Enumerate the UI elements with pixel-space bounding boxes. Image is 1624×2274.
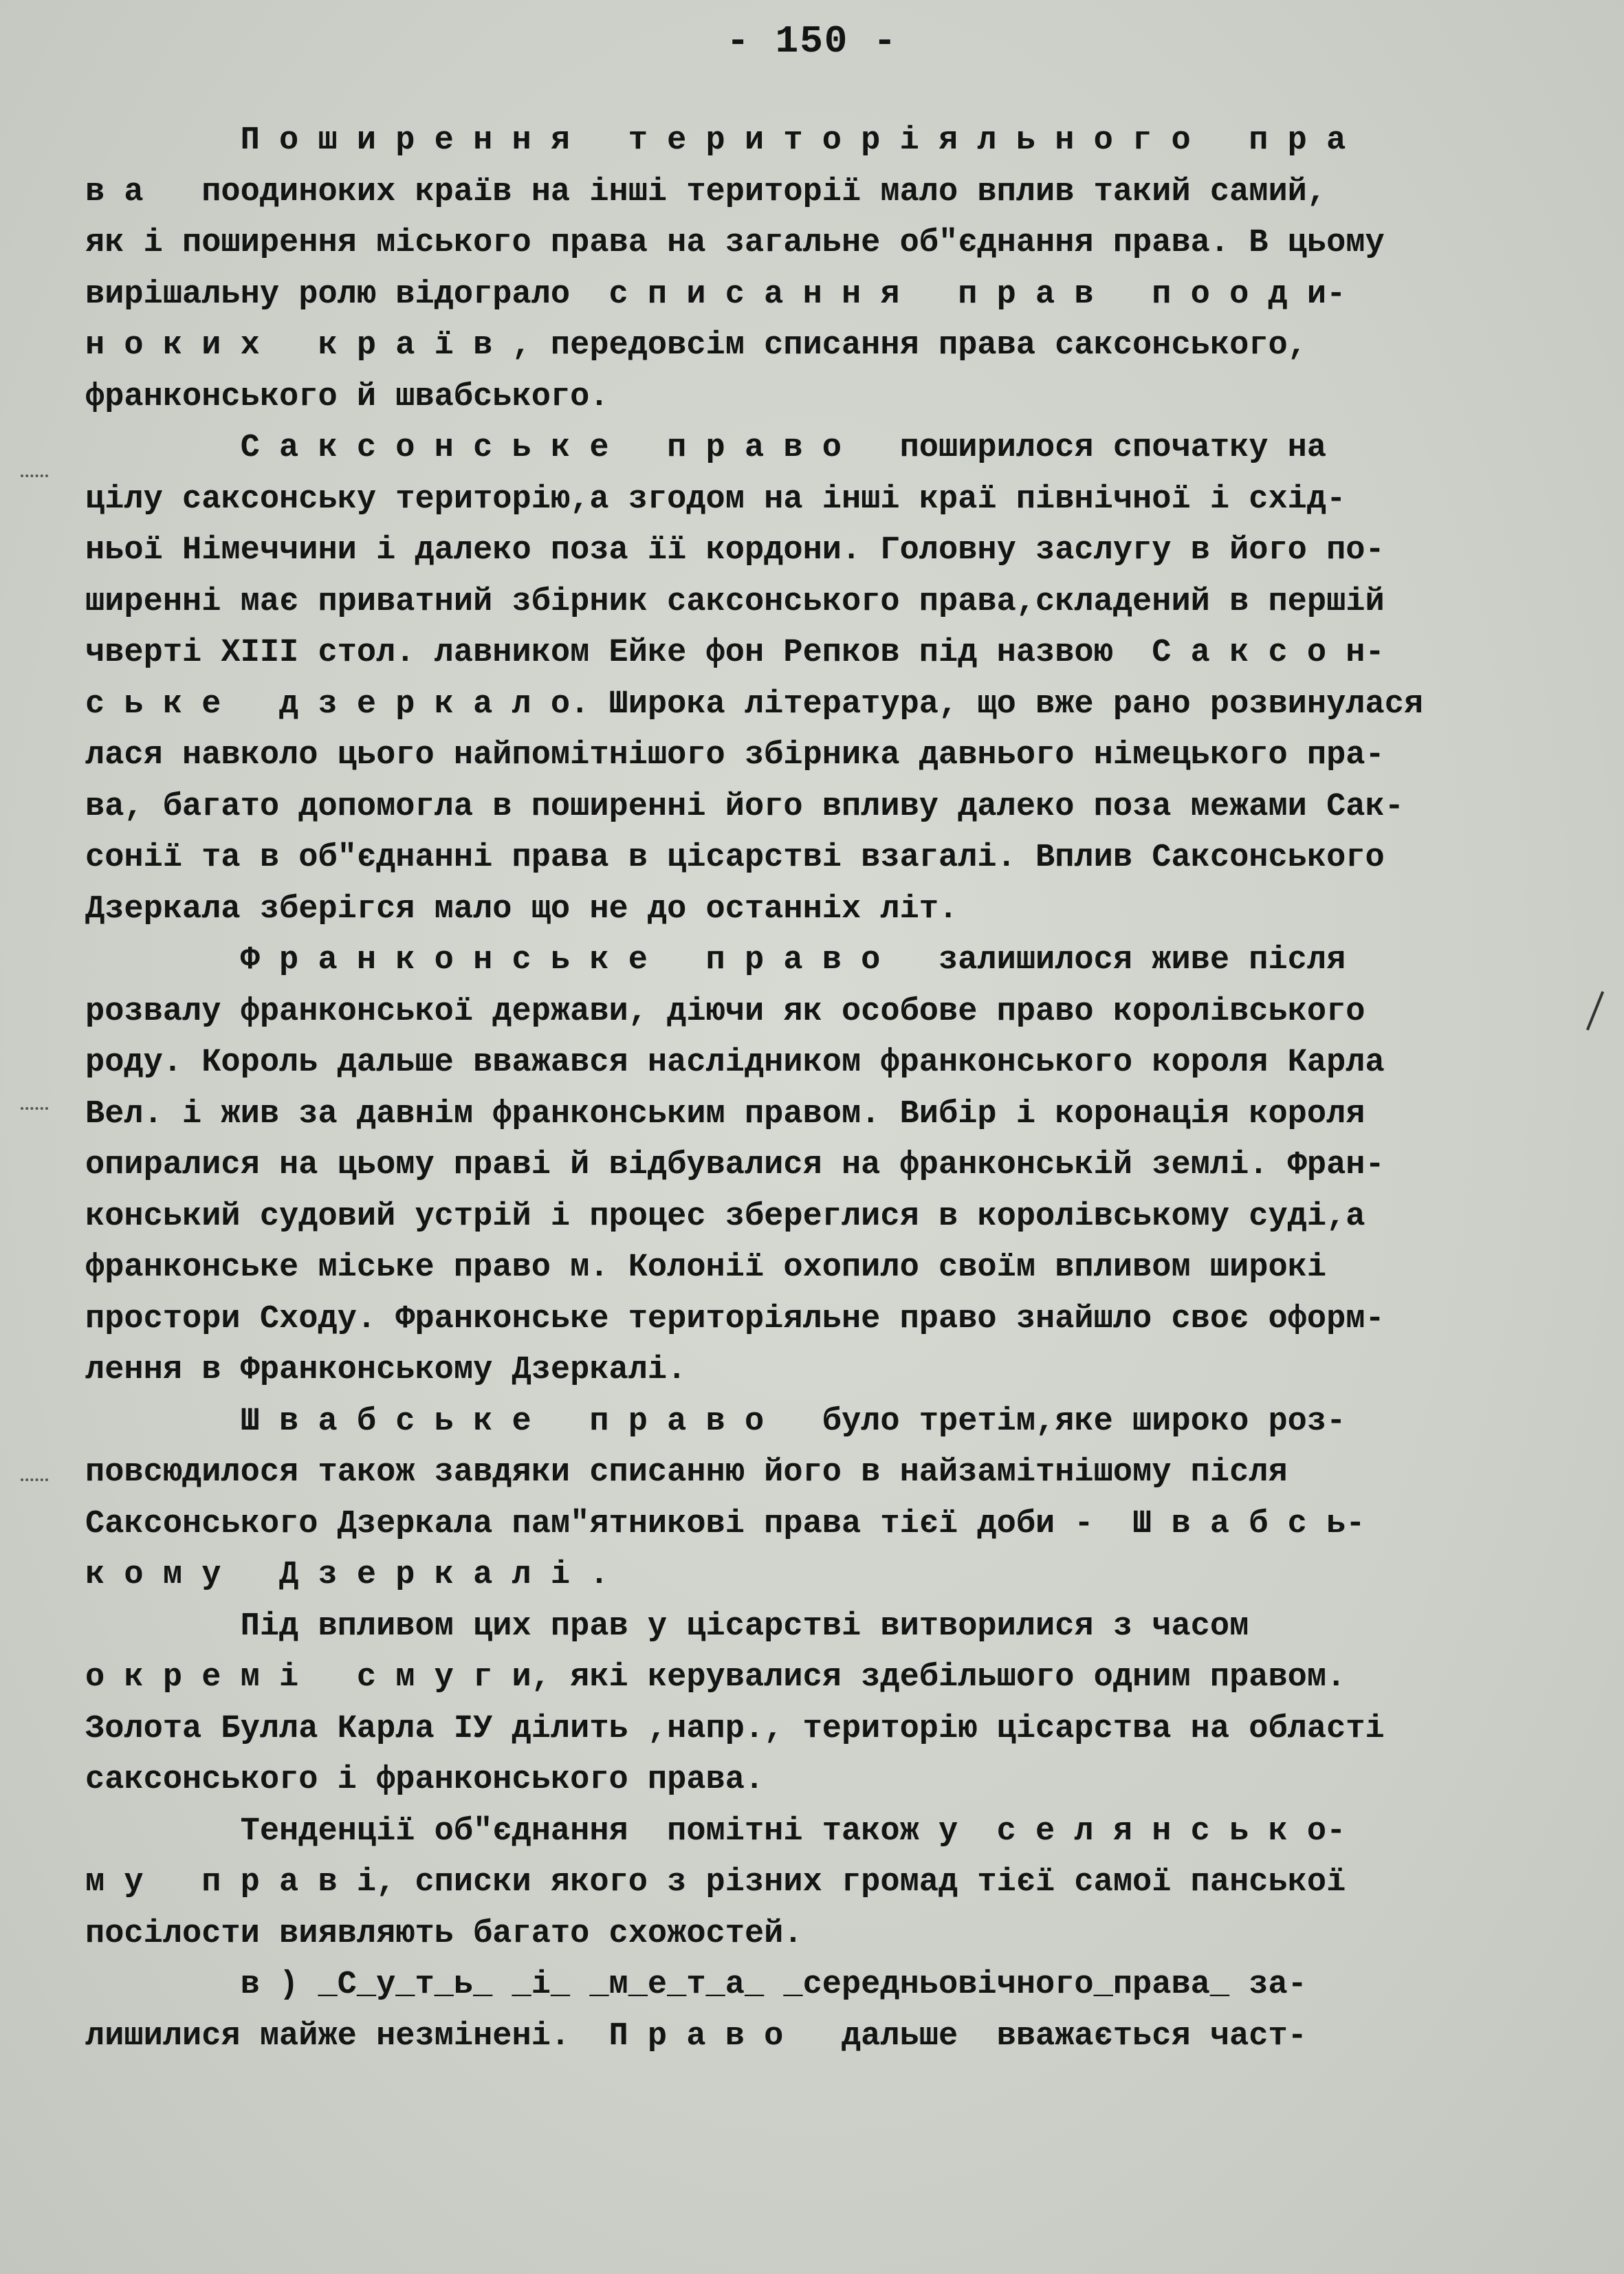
text-line: ва, багато допомогла в поширенні його впливу далеко поза межами Сак-: [85, 788, 1404, 825]
text-line: П о ш и р е н н я т е р и т о р і я л ь н о г о п р а: [85, 122, 1346, 159]
page-number: - 150 -: [726, 19, 898, 63]
document-body: [85, 116, 1570, 2062]
text-line: Ф р а н к о н с ь к е п р а в о залишилося живе після: [85, 942, 1346, 979]
text-line: Дзеркала зберігся мало що не до останніх літ.: [85, 890, 958, 928]
text-line: розвалу франконської держави, діючи як особове право королівського: [85, 993, 1365, 1030]
text-line: С а к с о н с ь к е п р а в о поширилося спочатку на: [85, 430, 1327, 466]
text-line: н о к и х к р а ї в , передовсім списання права саксонського,: [85, 327, 1307, 364]
text-line: повсюдилося також завдяки списанню його в найзамітнішому після: [85, 1454, 1288, 1491]
text-line: ньої Німеччини і далеко поза її кордони. Головну заслугу в його по-: [85, 532, 1385, 569]
margin-mark: [21, 474, 48, 481]
text-line: як і поширення міського права на загальне об"єднання права. В цьому: [85, 225, 1385, 261]
text-line: франконського й швабського.: [85, 378, 609, 415]
margin-mark: [21, 1107, 48, 1114]
text-line: лишилися майже незмінені. П р а в о дальше вважається част-: [85, 2018, 1307, 2055]
text-line: лення в Франконському Дзеркалі.: [85, 1352, 687, 1388]
text-line: в а поодиноких країв на інші території мало вплив такий самий,: [85, 173, 1327, 210]
text-line: м у п р а в і, списки якого з різних громад тієї самої панської: [85, 1864, 1346, 1901]
margin-mark: [21, 1478, 48, 1485]
text-line: цілу саксонську територію,а згодом на інші краї північної і схід-: [85, 481, 1346, 518]
text-line: простори Сходу. Франконське територіяльне право знайшло своє оформ-: [85, 1300, 1385, 1337]
text-line: вирішальну ролю відограло с п и с а н н я п р а в п о о д и-: [85, 276, 1346, 313]
text-line: франконське міське право м. Колонії охопило своїм впливом широкі: [85, 1249, 1327, 1286]
text-line: к о м у Д з е р к а л і .: [85, 1557, 609, 1593]
text-line: Під впливом цих прав у цісарстві витворилися з часом: [85, 1608, 1249, 1645]
text-line: чверті ХІІІ стол. лавником Ейке фон Репков під назвою С а к с о н-: [85, 635, 1385, 671]
text-line: Саксонського Дзеркала пам"ятникові права тієї доби - Ш в а б с ь-: [85, 1505, 1365, 1542]
text-line: Золота Булла Карла ІУ ділить ,напр., територію цісарства на області: [85, 1710, 1385, 1747]
text-line: сонії та в об"єднанні права в цісарстві взагалі. Вплив Саксонського: [85, 840, 1385, 876]
text-line: о к р е м і с м у г и, які керувалися здебільшого одним правом.: [85, 1659, 1346, 1696]
text-line: с ь к е д з е р к а л о. Широка література, що вже рано розвинулася: [85, 686, 1424, 723]
text-line: конський судовий устрій і процес збереглися в королівському суді,а: [85, 1198, 1365, 1235]
text-line: опиралися на цьому праві й відбувалися на франконській землі. Фран-: [85, 1147, 1385, 1183]
text-line: Вел. і жив за давнім франконським правом. Вибір і коронація короля: [85, 1095, 1365, 1133]
text-line: лася навколо цього найпомітнішого збірника давнього німецького пра-: [85, 737, 1385, 774]
text-line: ширенні має приватний збірник саксонського права,складений в першій: [85, 583, 1385, 620]
text-line: Тенденції об"єднання помітні також у с е л я н с ь к о-: [85, 1813, 1346, 1850]
text-line: посілости виявляють багато схожостей.: [85, 1915, 803, 1952]
text-line: Ш в а б с ь к е п р а в о було третім,яке широко роз-: [85, 1403, 1346, 1440]
text-line: роду. Король дальше вважався наслідником франконського короля Карла: [85, 1045, 1385, 1081]
text-line: саксонського і франконського права.: [85, 1762, 765, 1798]
text-line: в ) _С_у_т_ь_ _і_ _м_е_т_а_ _середньовічного_права_ за-: [85, 1967, 1307, 2003]
margin-slash-mark: [1586, 991, 1604, 1030]
